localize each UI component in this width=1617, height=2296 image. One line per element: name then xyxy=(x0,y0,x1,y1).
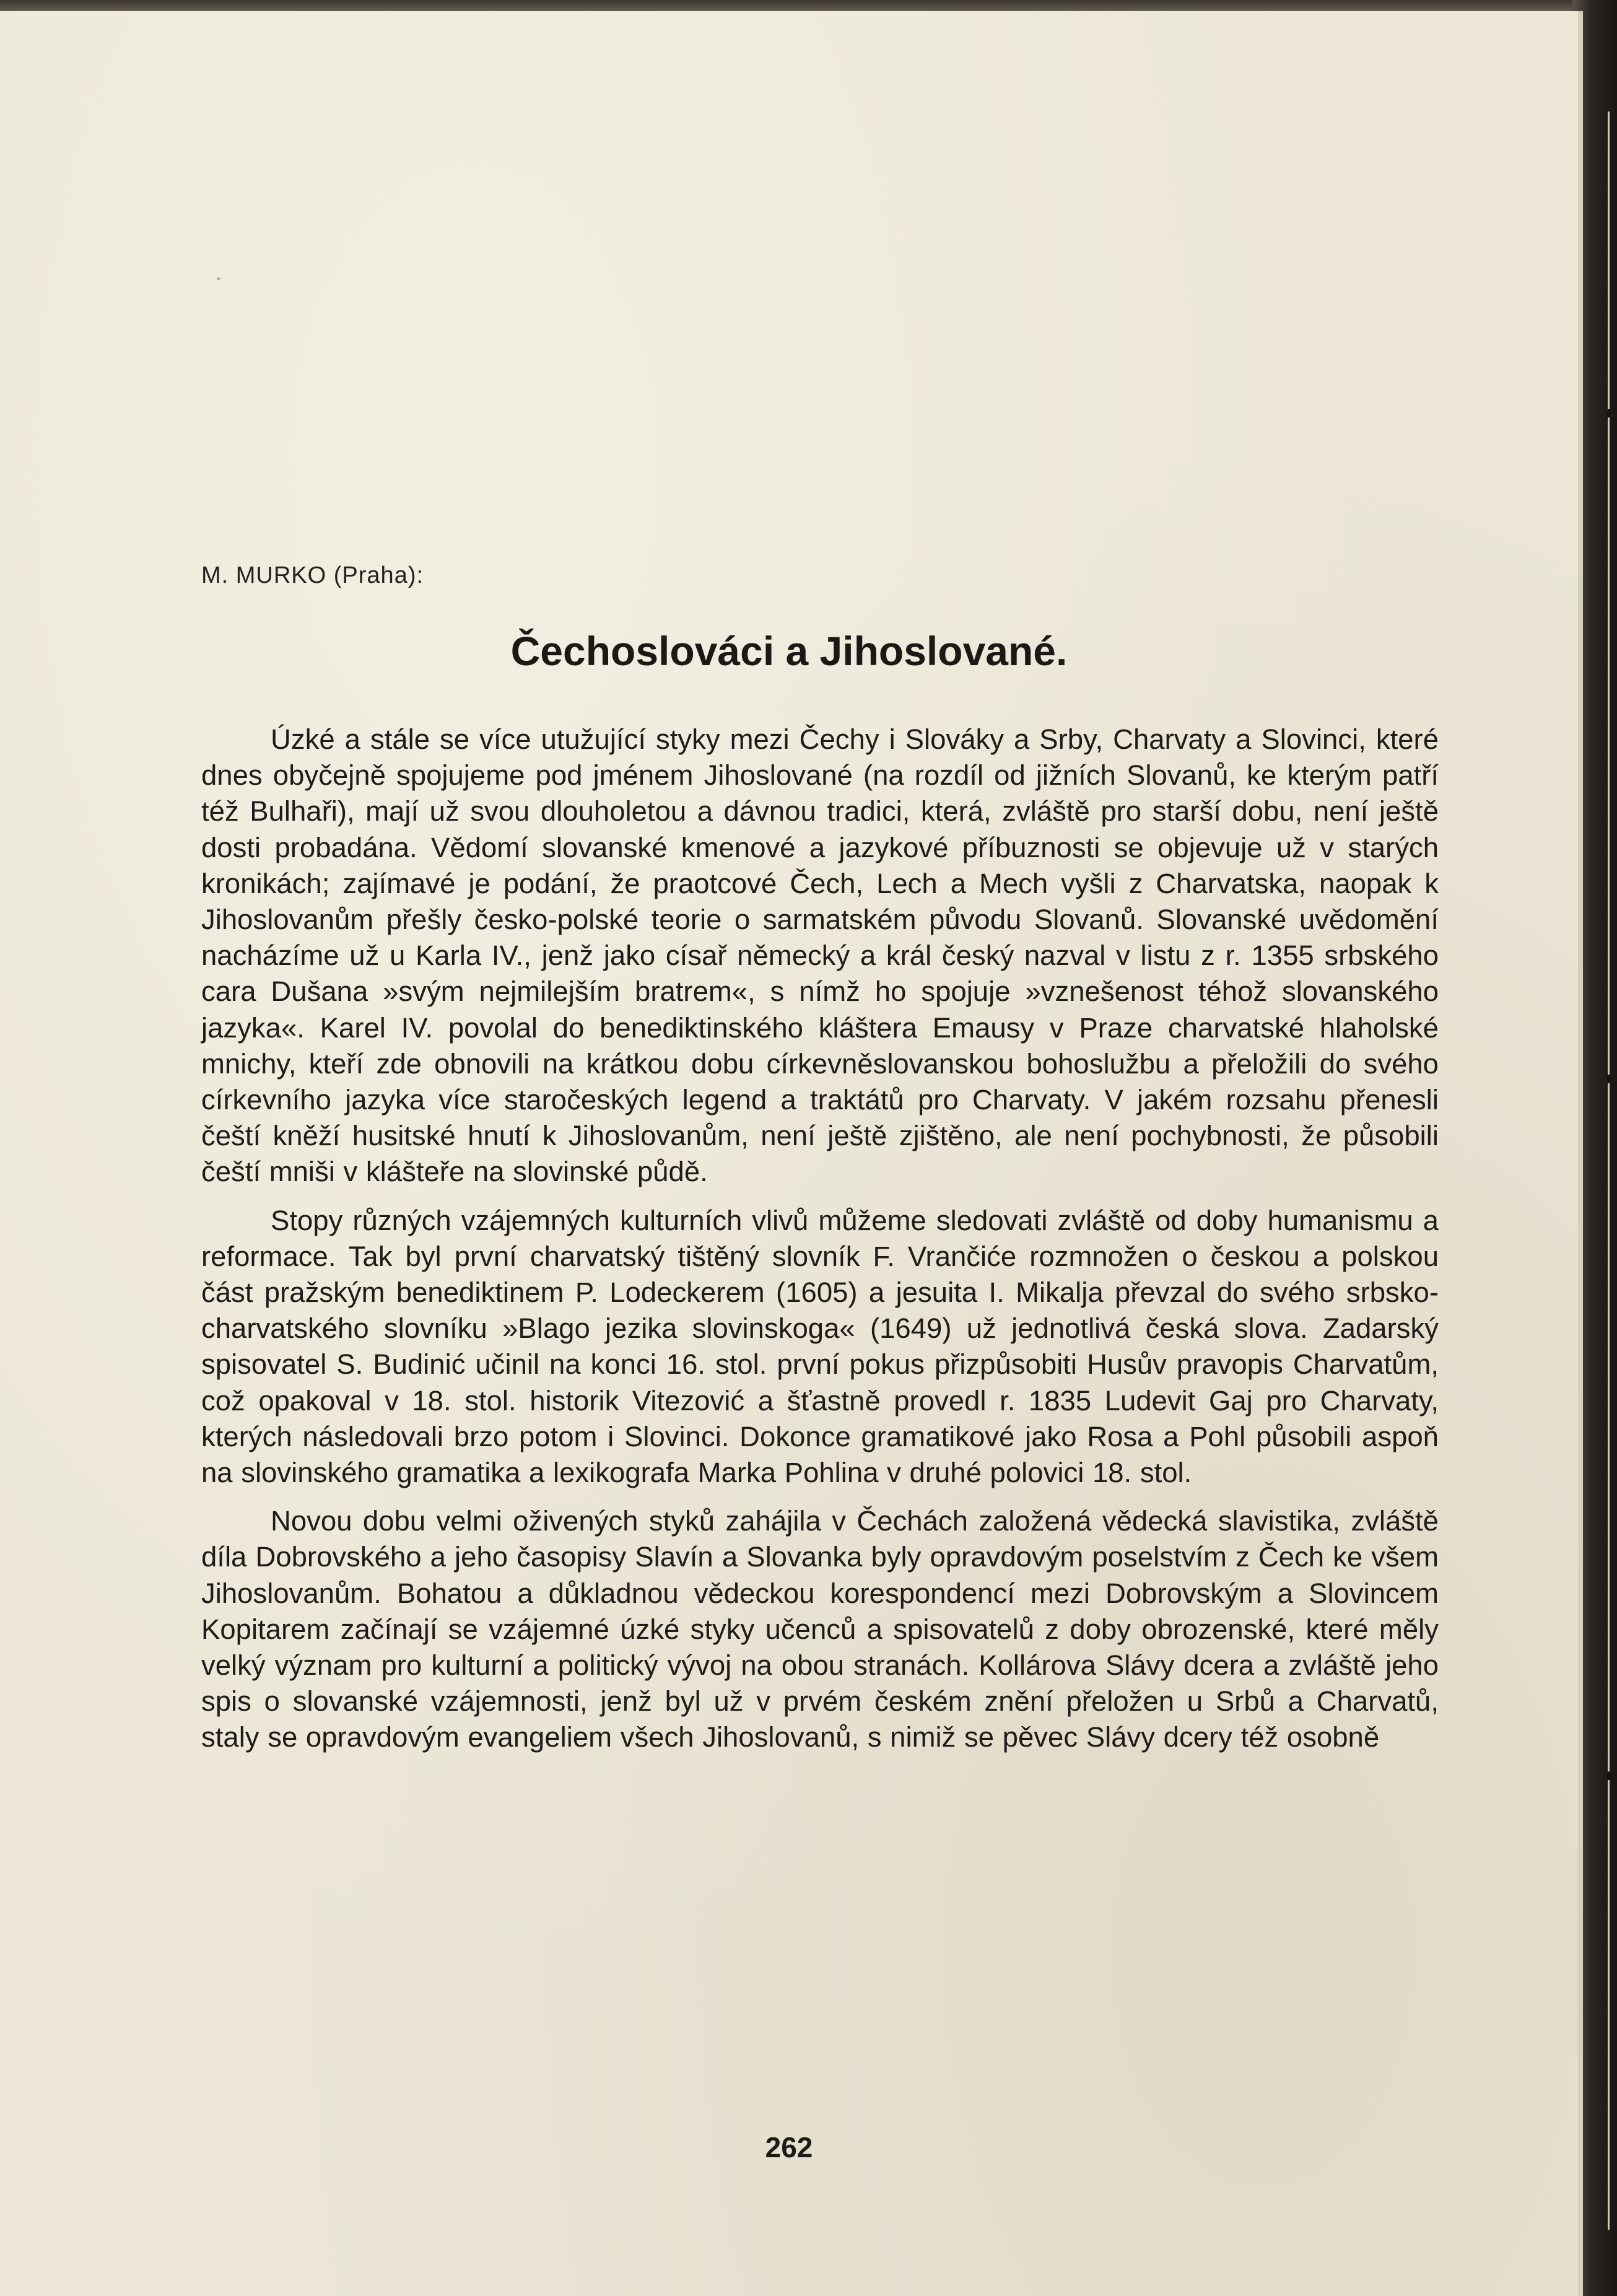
page-number: 262 xyxy=(765,2131,813,2163)
paper-edge xyxy=(1578,11,1583,2296)
binding-hole xyxy=(1607,409,1611,417)
binding-rule xyxy=(1608,111,1610,2230)
page-content xyxy=(0,11,1578,2296)
article-body xyxy=(201,722,1439,1768)
binding-hole xyxy=(1607,1075,1611,1083)
article-title: Čechoslováci a Jihoslované. xyxy=(510,628,1068,674)
paragraph-2: Stopy různých vzájemných kulturních vlivů můžeme sledovati zvláště od doby humanismu a reformace. Tak byl první charvatský tištěný slovník F. Vrančiće rozmnožen o českou a polskou část pražským benediktinem P. Lodeckerem (1605) a jesuita I. Mikalja převzal do svého srbsko-charvatského slovníku »Blago jezika slovinskoga« (1649) už jednotlivá česká slova. Zadarský spisovatel S. Budinić učinil na konci 16. stol. první pokus přizpůsobiti Husův pravopis Charvatům, což opakoval v 18. stol. historik Vitezović a šťastně provedl r. 1835 Ludevit Gaj pro Charvaty, kterých následovali brzo potom i Slovinci. Dokonce gramatikové jako Rosa a Pohl působili aspoň na slovinského gramatika a lexikografa Marka Pohlina v druhé polovici 18. stol. xyxy=(201,1204,1439,1489)
binding-hole xyxy=(1607,1771,1611,1780)
paragraph-3: Novou dobu velmi oživených styků zahájila v Čechách založená vědecká slavistika, zvláště díla Dobrovského a jeho časopisy Slavín a Slovanka byly opravdovým poselstvím z Čech ke všem Jihoslovanům. Bohatou a důkladnou vědeckou korespondencí mezi Dobrovským a Slovincem Kopitarem začínají se vzájemné úzké styky učenců a spisovatelů z doby obrozenské, které měly velký význam pro kulturní a politický vývoj na obou stranách. Kollárova Slávy dcera a zvláště jeho spis o slovanské vzájemnosti, jenž byl už v prvém českém znění přeložen u Srbů a Charvatů, staly se opravdovým evangeliem všech Jihoslovanů, s nimiž se pěvec Slávy dcery též osobně xyxy=(201,1505,1439,1753)
article-author: M. MURKO (Praha): xyxy=(201,562,424,588)
paper-sheet xyxy=(0,11,1578,2296)
paragraph-1: Úzké a stále se více utužující styky mezi Čechy i Slováky a Srby, Charvaty a Slovinci, které dnes obyčejně spojujeme pod jménem Jihoslované (na rozdíl od jižních Slovanů, ke kterým patří též Bulhaři), mají už svou dlouholetou a dávnou tradici, která, zvláště pro starší dobu, není ještě dosti probadána. Vědomí slovanské kmenové a jazykové příbuznosti se objevuje už v starých kronikách; zajímavé je podání, že praotcové Čech, Lech a Mech vyšli z Charvatska, naopak k Jihoslovanům přešly česko-polské teorie o sarmatském původu Slovanů. Slovanské uvědomění nacházíme už u Karla IV., jenž jako císař německý a král český nazval v listu z r. 1355 srbského cara Dušana »svým nejmilejším bratrem«, s nímž ho spojuje »vznešenost téhož slovanského jazyka«. Karel IV. povolal do benediktinského kláštera Emausy v Praze charvatské hlaholské mnichy, kteří zde obnovili na krátkou dobu církevněslovanskou bohoslužbu a přeložili do svého církevního jazyka více staročeských legend a traktátů pro Charvaty. V jakém rozsahu přenesli čeští kněží husitské hnutí k Jihoslovanům, není ještě zjištěno, ale není pochybnosti, že působili čeští mniši v klášteře na slovinské půdě. xyxy=(201,723,1439,1188)
